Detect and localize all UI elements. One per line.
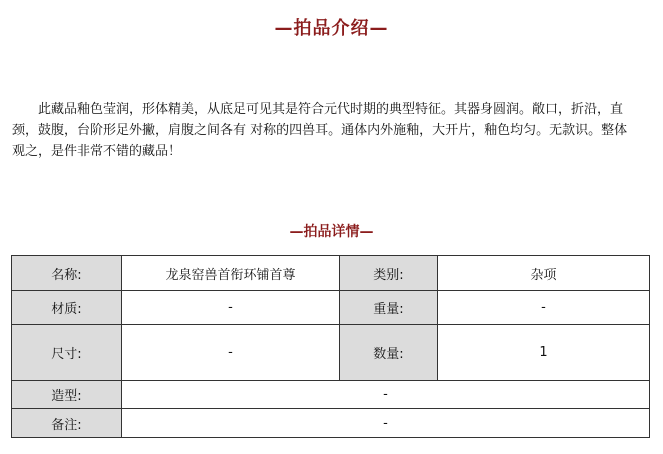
table-row bbox=[12, 381, 650, 409]
table-row bbox=[12, 409, 650, 438]
table-row bbox=[12, 291, 650, 325]
name-label: 名称: bbox=[12, 256, 122, 291]
size-value: - bbox=[122, 325, 340, 381]
material-label: 材质: bbox=[12, 291, 122, 325]
details-table bbox=[11, 255, 650, 438]
note-value: - bbox=[122, 409, 650, 438]
table-row bbox=[12, 256, 650, 291]
table-row bbox=[12, 325, 650, 381]
size-label: 尺寸: bbox=[12, 325, 122, 381]
category-value: 杂项 bbox=[438, 256, 650, 291]
quantity-label: 数量: bbox=[340, 325, 438, 381]
intro-paragraph: 此藏品釉色莹润，形体精美，从底足可见其是符合元代时期的典型特征。其器身圆润。敞口，折沿，直颈，鼓腹，台阶形足外撇，肩腹之间各有 对称的四兽耳。通体内外施釉，大开片，釉色均匀。无款识。整体观之，是件非常不错的藏品！ bbox=[12, 102, 628, 159]
quantity-value: 1 bbox=[438, 325, 650, 381]
material-value: - bbox=[122, 291, 340, 325]
name-value: 龙泉窑兽首衔环铺首尊 bbox=[122, 256, 340, 291]
category-label: 类别: bbox=[340, 256, 438, 291]
shape-value: - bbox=[122, 381, 650, 409]
section-title-intro: —拍品介绍— bbox=[274, 18, 389, 39]
section-title-details: —拍品详情— bbox=[289, 224, 374, 240]
shape-label: 造型: bbox=[12, 381, 122, 409]
weight-value: - bbox=[438, 291, 650, 325]
note-label: 备注: bbox=[12, 409, 122, 438]
weight-label: 重量: bbox=[340, 291, 438, 325]
